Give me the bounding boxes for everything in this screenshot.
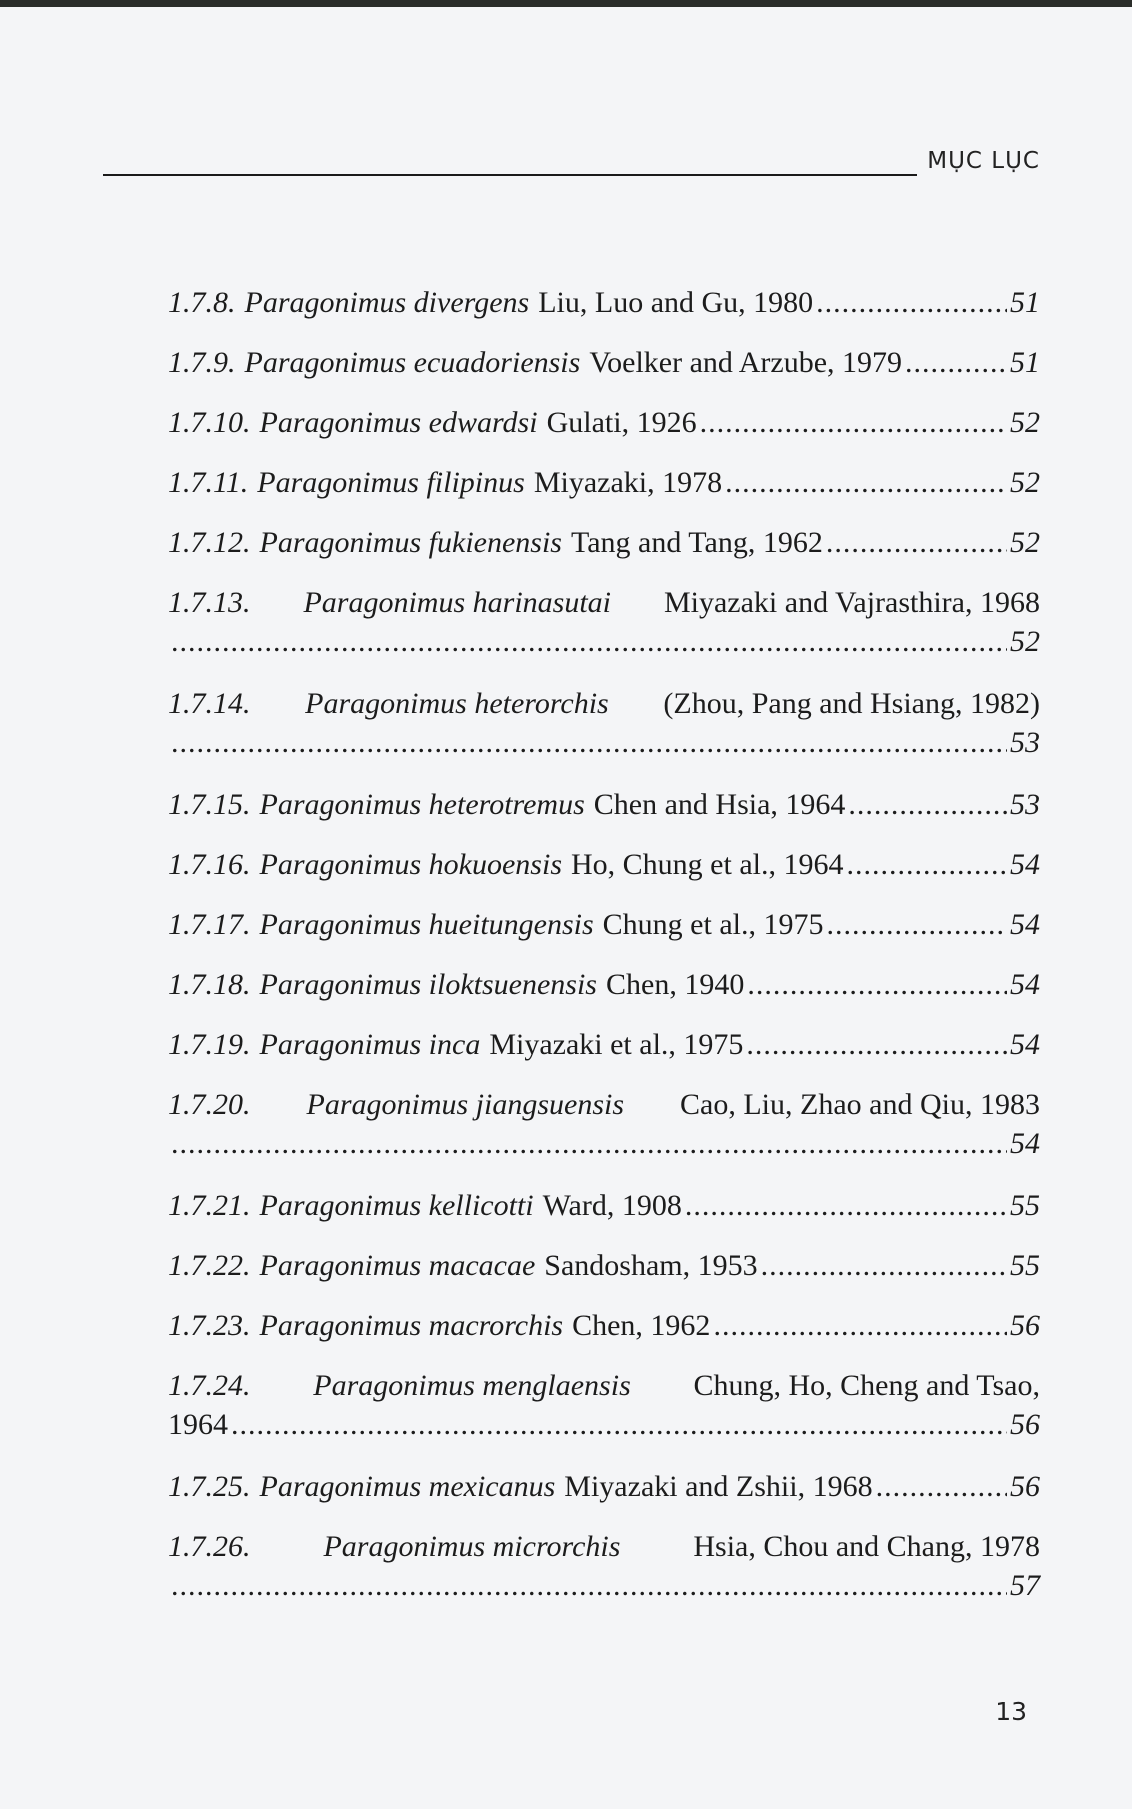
species-name: Paragonimus divergens [244,286,530,319]
page-ref: 53 [1010,726,1040,759]
page-ref: 53 [1010,788,1040,821]
species-name: Paragonimus edwardsi [259,406,538,439]
toc-entry-1-7-15[interactable] [168,785,1040,824]
authority: Ho, Chung et al., 1964 [571,848,844,881]
entry-number: 1.7.14. [168,687,251,720]
entry-number: 1.7.8. [168,286,236,319]
leader-dots [725,463,1007,502]
toc-entry-1-7-26[interactable] [168,1527,1040,1605]
page-ref: 52 [1010,526,1040,559]
authority: Ward, 1908 [542,1189,682,1222]
authority: (Zhou, Pang and Hsiang, 1982) [663,687,1040,720]
page-ref: 54 [1010,848,1040,881]
species-name: Paragonimus hokuoensis [259,848,562,881]
leader-dots [746,1025,1007,1064]
authority: Chung, Ho, Cheng and Tsao, [693,1369,1040,1402]
page-ref: 54 [1010,908,1040,941]
leader-dots [171,723,1007,762]
toc-entry-1-7-22[interactable] [168,1246,1040,1285]
authority: Chung et al., 1975 [602,908,824,941]
authority: Chen and Hsia, 1964 [593,788,846,821]
leader-dots [747,965,1007,1004]
page-ref: 51 [1010,286,1040,319]
toc-entry-1-7-19[interactable] [168,1025,1040,1064]
entry-number: 1.7.24. [168,1369,251,1402]
authority: Hsia, Chou and Chang, 1978 [693,1530,1040,1563]
entry-number: 1.7.11. [168,466,249,499]
leader-dots [171,1566,1007,1605]
species-name: Paragonimus jiangsuensis [306,1088,625,1121]
authority-continued: 1964 [168,1408,228,1441]
leader-dots [761,1246,1007,1285]
toc-entry-1-7-13[interactable] [168,583,1040,661]
toc-entry-1-7-18[interactable] [168,965,1040,1004]
species-name: Paragonimus kellicotti [259,1189,534,1222]
page-ref: 52 [1010,466,1040,499]
running-header-title: MỤC LỤC [927,148,1040,174]
toc-entry-1-7-20[interactable] [168,1085,1040,1163]
table-of-contents [168,283,1040,1628]
leader-dots [171,622,1007,661]
entry-number: 1.7.12. [168,526,251,559]
authority: Miyazaki and Vajrasthira, 1968 [663,586,1040,619]
toc-entry-1-7-17[interactable] [168,905,1040,944]
authority: Miyazaki and Zshii, 1968 [564,1470,873,1503]
entry-number: 1.7.18. [168,968,251,1001]
authority: Chen, 1962 [572,1309,711,1342]
leader-dots [846,845,1007,884]
toc-entry-1-7-8[interactable] [168,283,1040,322]
toc-entry-1-7-9[interactable] [168,343,1040,382]
leader-dots [171,1124,1007,1163]
page-ref: 56 [1010,1408,1040,1441]
authority: Tang and Tang, 1962 [570,526,823,559]
entry-number: 1.7.26. [168,1530,251,1563]
authority: Chen, 1940 [606,968,745,1001]
species-name: Paragonimus ecuadoriensis [244,346,581,379]
species-name: Paragonimus mexicanus [259,1470,556,1503]
entry-number: 1.7.19. [168,1028,251,1061]
authority: Sandosham, 1953 [544,1249,758,1282]
species-name: Paragonimus fukienensis [259,526,562,559]
species-name: Paragonimus filipinus [257,466,525,499]
entry-number: 1.7.21. [168,1189,251,1222]
entry-number: 1.7.17. [168,908,251,941]
page-ref: 51 [1010,346,1040,379]
page-ref: 55 [1010,1249,1040,1282]
toc-entry-1-7-16[interactable] [168,845,1040,884]
entry-number: 1.7.15. [168,788,251,821]
authority: Miyazaki et al., 1975 [489,1028,744,1061]
toc-entry-1-7-23[interactable] [168,1306,1040,1345]
page-ref: 56 [1010,1470,1040,1503]
authority: Miyazaki, 1978 [533,466,723,499]
leader-dots [826,905,1007,944]
authority: Cao, Liu, Zhao and Qiu, 1983 [680,1088,1040,1121]
species-name: Paragonimus macacae [259,1249,536,1282]
page-ref: 52 [1010,625,1040,658]
page-number: 13 [995,1697,1027,1726]
entry-number: 1.7.13. [168,586,251,619]
page-ref: 54 [1010,968,1040,1001]
leader-dots [826,523,1007,562]
leader-dots [231,1405,1007,1444]
species-name: Paragonimus hueitungensis [259,908,594,941]
toc-entry-1-7-21[interactable] [168,1186,1040,1225]
toc-entry-1-7-14[interactable] [168,684,1040,762]
toc-entry-1-7-24[interactable] [168,1366,1040,1444]
leader-dots [848,785,1007,824]
species-name: Paragonimus harinasutai [303,586,611,619]
page-ref: 54 [1010,1127,1040,1160]
leader-dots [713,1306,1007,1345]
entry-number: 1.7.9. [168,346,236,379]
toc-entry-1-7-10[interactable] [168,403,1040,442]
leader-dots [905,343,1007,382]
page-ref: 52 [1010,406,1040,439]
species-name: Paragonimus heterorchis [305,687,609,720]
leader-dots [876,1467,1007,1506]
leader-dots [816,283,1007,322]
page-top-edge [0,0,1132,7]
species-name: Paragonimus microrchis [323,1530,621,1563]
leader-dots [685,1186,1007,1225]
toc-entry-1-7-11[interactable] [168,463,1040,502]
page-ref: 57 [1010,1569,1040,1602]
species-name: Paragonimus heterotremus [259,788,585,821]
species-name: Paragonimus inca [259,1028,481,1061]
entry-number: 1.7.10. [168,406,251,439]
authority: Liu, Luo and Gu, 1980 [538,286,814,319]
toc-entry-1-7-12[interactable] [168,523,1040,562]
species-name: Paragonimus iloktsuenensis [259,968,597,1001]
authority: Voelker and Arzube, 1979 [589,346,903,379]
toc-entry-1-7-25[interactable] [168,1467,1040,1506]
entry-number: 1.7.20. [168,1088,251,1121]
page-ref: 54 [1010,1028,1040,1061]
entry-number: 1.7.25. [168,1470,251,1503]
page-ref: 56 [1010,1309,1040,1342]
entry-number: 1.7.16. [168,848,251,881]
page-ref: 55 [1010,1189,1040,1222]
entry-number: 1.7.23. [168,1309,251,1342]
authority: Gulati, 1926 [546,406,697,439]
species-name: Paragonimus menglaensis [313,1369,631,1402]
entry-number: 1.7.22. [168,1249,251,1282]
species-name: Paragonimus macrorchis [259,1309,564,1342]
leader-dots [700,403,1007,442]
header-rule [103,174,917,176]
